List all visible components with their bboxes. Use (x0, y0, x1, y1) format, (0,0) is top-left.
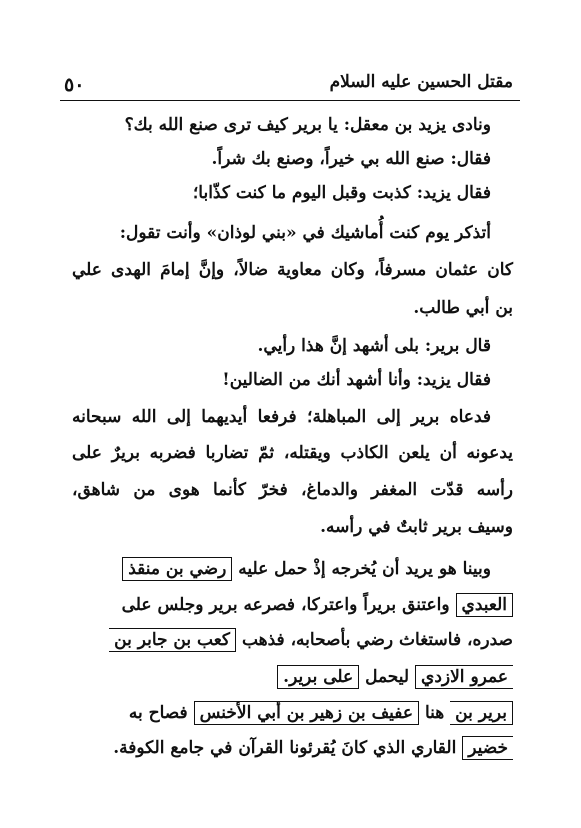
text-line: ونادى يزيد بن معقل: يا برير كيف ترى صنع الله بك؟ (124, 115, 491, 135)
header-rule (60, 100, 520, 101)
handwritten-box-annotation: رضي بن منقذ (122, 557, 232, 581)
handwritten-box-annotation: العبدي (456, 593, 513, 617)
text-line (72, 701, 513, 725)
line-text: واعتنق بريراً واعتركا، فصرعه برير وجلس على (121, 595, 450, 615)
text-line: فقال: صنع الله بي خيراً، وصنع بك شراً. (211, 149, 491, 169)
running-title: مقتل الحسين عليه السلام (329, 72, 513, 92)
line-text: فصاح به (128, 703, 188, 723)
text-line: قال برير: بلى أشهد إنَّ هذا رأيي. (257, 336, 491, 356)
text-line (72, 628, 513, 652)
text-line: أتذكر يوم كنت أُماشيك في «بني لوذان» وأنت تقول: (119, 223, 491, 243)
text-line: كان عثمان مسرفاً، وكان معاوية ضالاً، وإنَّ إمامَ الهدى علي (72, 260, 513, 280)
handwritten-box-annotation: برير بن (450, 701, 513, 725)
text-line: فقال يزيد: وأنا أشهد أنك من الضالين! (222, 370, 491, 390)
text-line (72, 665, 513, 689)
handwritten-box-annotation: على برير. (277, 665, 359, 689)
text-line (72, 593, 513, 617)
line-text: القاري الذي كانَ يُقرئونا القرآن في جامع الكوفة. (113, 738, 457, 758)
text-line: يدعونه أن يلعن الكاذب ويقتله، ثمّ تضاربا فضربه بريرٌ على (72, 443, 513, 463)
page-number: ٥٠ (64, 74, 85, 96)
handwritten-box-annotation: خضير (462, 736, 513, 760)
line-text: هنا (424, 703, 445, 723)
line-text: وبينا هو يريد أن يُخرجه إذْ حمل عليه (238, 559, 491, 579)
text-line: بن أبي طالب. (413, 298, 513, 318)
handwritten-box-annotation: كعب بن جابر بن (109, 628, 236, 652)
text-line: رأسه قدّت المغفر والدماغ، فخرّ كأنما هوى من شاهق، (72, 480, 513, 500)
handwritten-box-annotation: عفيف بن زهير بن أبي الأخنس (194, 701, 419, 725)
handwritten-box-annotation: عمرو الازدي (415, 665, 513, 689)
line-text: صدره، فاستغاث رضي بأصحابه، فذهب (241, 630, 513, 650)
text-line (72, 736, 513, 760)
text-line: فقال يزيد: كذبت وقبل اليوم ما كنت كذّابا؛ (192, 183, 491, 203)
text-line: فدعاه برير إلى المباهلة؛ فرفعا أيديهما إلى الله سبحانه (72, 407, 491, 427)
text-line: وسيف برير ثابتٌ في رأسه. (320, 517, 513, 537)
text-line (72, 557, 513, 581)
line-text: ليحمل (365, 667, 410, 687)
